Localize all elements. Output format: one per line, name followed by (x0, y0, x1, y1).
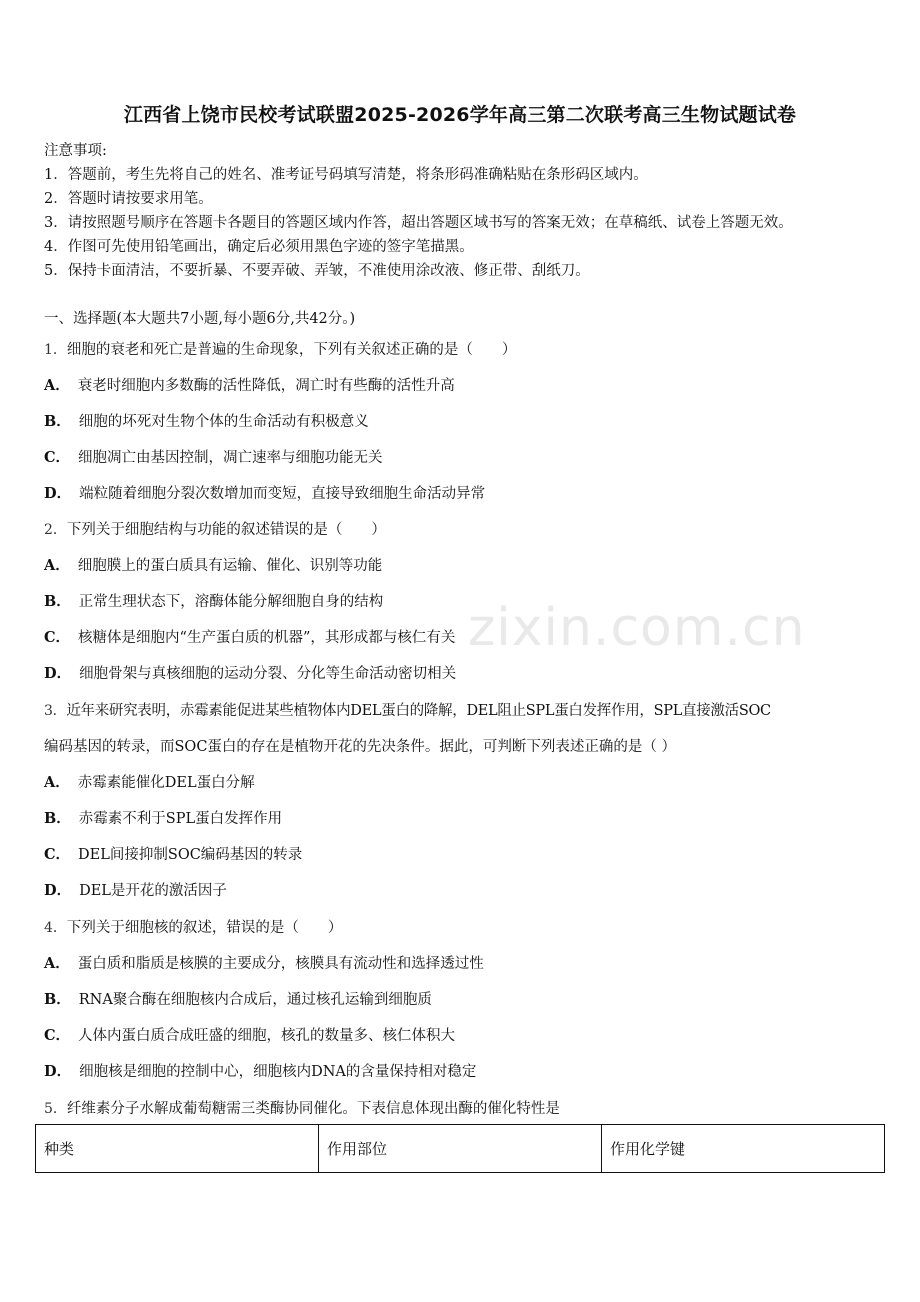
notice-item: 5．保持卡面清洁，不要折暴、不要弄破、弄皱，不准使用涂改液、修正带、刮纸刀。 (44, 263, 590, 279)
option (44, 988, 432, 1009)
option (44, 590, 383, 611)
option (44, 626, 455, 647)
option-text: 人体内蛋白质合成旺盛的细胞，核孔的数量多、核仁体积大 (78, 1028, 456, 1044)
option-letter: A． (44, 774, 70, 791)
option-text: 细胞骨架与真核细胞的运动分裂、分化等生命活动密切相关 (79, 666, 457, 682)
question-number: 2． (44, 522, 67, 538)
option (44, 807, 282, 828)
question-number: 3． (44, 703, 67, 719)
option (44, 1024, 455, 1045)
question-number: 4． (44, 920, 67, 936)
option-text: 细胞凋亡由基因控制，凋亡速率与细胞功能无关 (78, 450, 383, 466)
notice-item: 2．答题时请按要求用笔。 (44, 191, 213, 207)
option-letter: B． (44, 991, 71, 1008)
section-heading: 一、选择题(本大题共7小题,每小题6分,共42分。) (44, 311, 356, 327)
option-text: DEL间接抑制SOC编码基因的转录 (78, 847, 303, 863)
option-letter: C． (44, 629, 71, 646)
question-text: 近年来研究表明，赤霉素能促进某些植物体内DEL蛋白的降解，DEL阻止SPL蛋白发挥作用，SPL直接激活SOC (66, 703, 771, 719)
option-letter: B． (44, 413, 71, 430)
option (44, 879, 227, 900)
option (44, 374, 455, 395)
table-header-cell: 作用化学键 (602, 1125, 885, 1173)
option-text: 细胞膜上的蛋白质具有运输、催化、识别等功能 (77, 558, 383, 574)
watermark: zixin.com.cn (468, 598, 806, 658)
option-letter: D． (44, 1063, 72, 1080)
option (44, 771, 255, 792)
option-text: 核糖体是细胞内“生产蛋白质的机器”，其形成都与核仁有关 (78, 630, 456, 646)
option-text: 衰老时细胞内多数酶的活性降低，凋亡时有些酶的活性升高 (77, 378, 455, 394)
option-text: 细胞的坏死对生物个体的生命活动有积极意义 (78, 414, 369, 430)
question-stem-continued: 编码基因的转录，而SOC蛋白的存在是植物开花的先决条件。据此，可判断下列表述正确的是（ ） (44, 739, 677, 755)
option-letter: D． (44, 882, 72, 899)
option-letter: C． (44, 846, 71, 863)
option (44, 662, 456, 683)
option-text: 赤霉素不利于SPL蛋白发挥作用 (78, 811, 283, 827)
question-stem (44, 699, 771, 720)
option-letter: D． (44, 665, 72, 682)
option-letter: B． (44, 593, 71, 610)
option-letter: A． (44, 955, 70, 972)
enzyme-table (35, 1124, 885, 1173)
option (44, 410, 369, 431)
table-header-cell: 种类 (36, 1125, 319, 1173)
question-text: 下列关于细胞结构与功能的叙述错误的是（ ） (66, 522, 386, 538)
table-header-row (36, 1125, 885, 1173)
option (44, 1060, 476, 1081)
question-text: 细胞的衰老和死亡是普遍的生命现象，下列有关叙述正确的是（ ） (66, 342, 517, 358)
option-letter: C． (44, 1027, 71, 1044)
option-letter: B． (44, 810, 71, 827)
notice-item: 4．作图可先使用铅笔画出，确定后必须用黑色字迹的签字笔描黑。 (44, 239, 474, 255)
question-text: 纤维素分子水解成葡萄糖需三类酶协同催化。下表信息体现出酶的催化特性是 (66, 1101, 560, 1117)
option-text: 端粒随着细胞分裂次数增加而变短，直接导致细胞生命活动异常 (79, 486, 486, 502)
option-text: 蛋白质和脂质是核膜的主要成分，核膜具有流动性和选择透过性 (77, 956, 484, 972)
notice-heading: 注意事项: (44, 143, 107, 159)
table-header-cell: 作用部位 (319, 1125, 602, 1173)
question-stem (44, 916, 342, 937)
page-title: 江西省上饶市民校考试联盟2025-2026学年高三第二次联考高三生物试题试卷 (123, 104, 797, 126)
option (44, 952, 484, 973)
option (44, 482, 485, 503)
option-text: RNA聚合酶在细胞核内合成后，通过核孔运输到细胞质 (78, 992, 432, 1008)
question-stem (44, 338, 516, 359)
option-text: 细胞核是细胞的控制中心，细胞核内DNA的含量保持相对稳定 (79, 1064, 477, 1080)
question-text: 下列关于细胞核的叙述，错误的是（ ） (66, 920, 343, 936)
option (44, 843, 302, 864)
notice-item: 3．请按照题号顺序在答题卡各题目的答题区域内作答，超出答题区域书写的答案无效；在草稿纸、试卷上答题无效。 (44, 215, 793, 231)
option-letter: C． (44, 449, 71, 466)
option-letter: A． (44, 557, 70, 574)
question-stem (44, 1097, 560, 1118)
question-stem (44, 518, 386, 539)
option-text: 正常生理状态下，溶酶体能分解细胞自身的结构 (78, 594, 384, 610)
question-number: 5． (44, 1101, 67, 1117)
option (44, 446, 383, 467)
notice-item: 1．答题前，考生先将自己的姓名、准考证号码填写清楚，将条形码准确粘贴在条形码区域内。 (44, 167, 648, 183)
question-number: 1． (44, 342, 67, 358)
option-text: DEL是开花的激活因子 (79, 883, 227, 899)
option (44, 554, 382, 575)
option-letter: D． (44, 485, 72, 502)
option-letter: A． (44, 377, 70, 394)
option-text: 赤霉素能催化DEL蛋白分解 (77, 775, 255, 791)
